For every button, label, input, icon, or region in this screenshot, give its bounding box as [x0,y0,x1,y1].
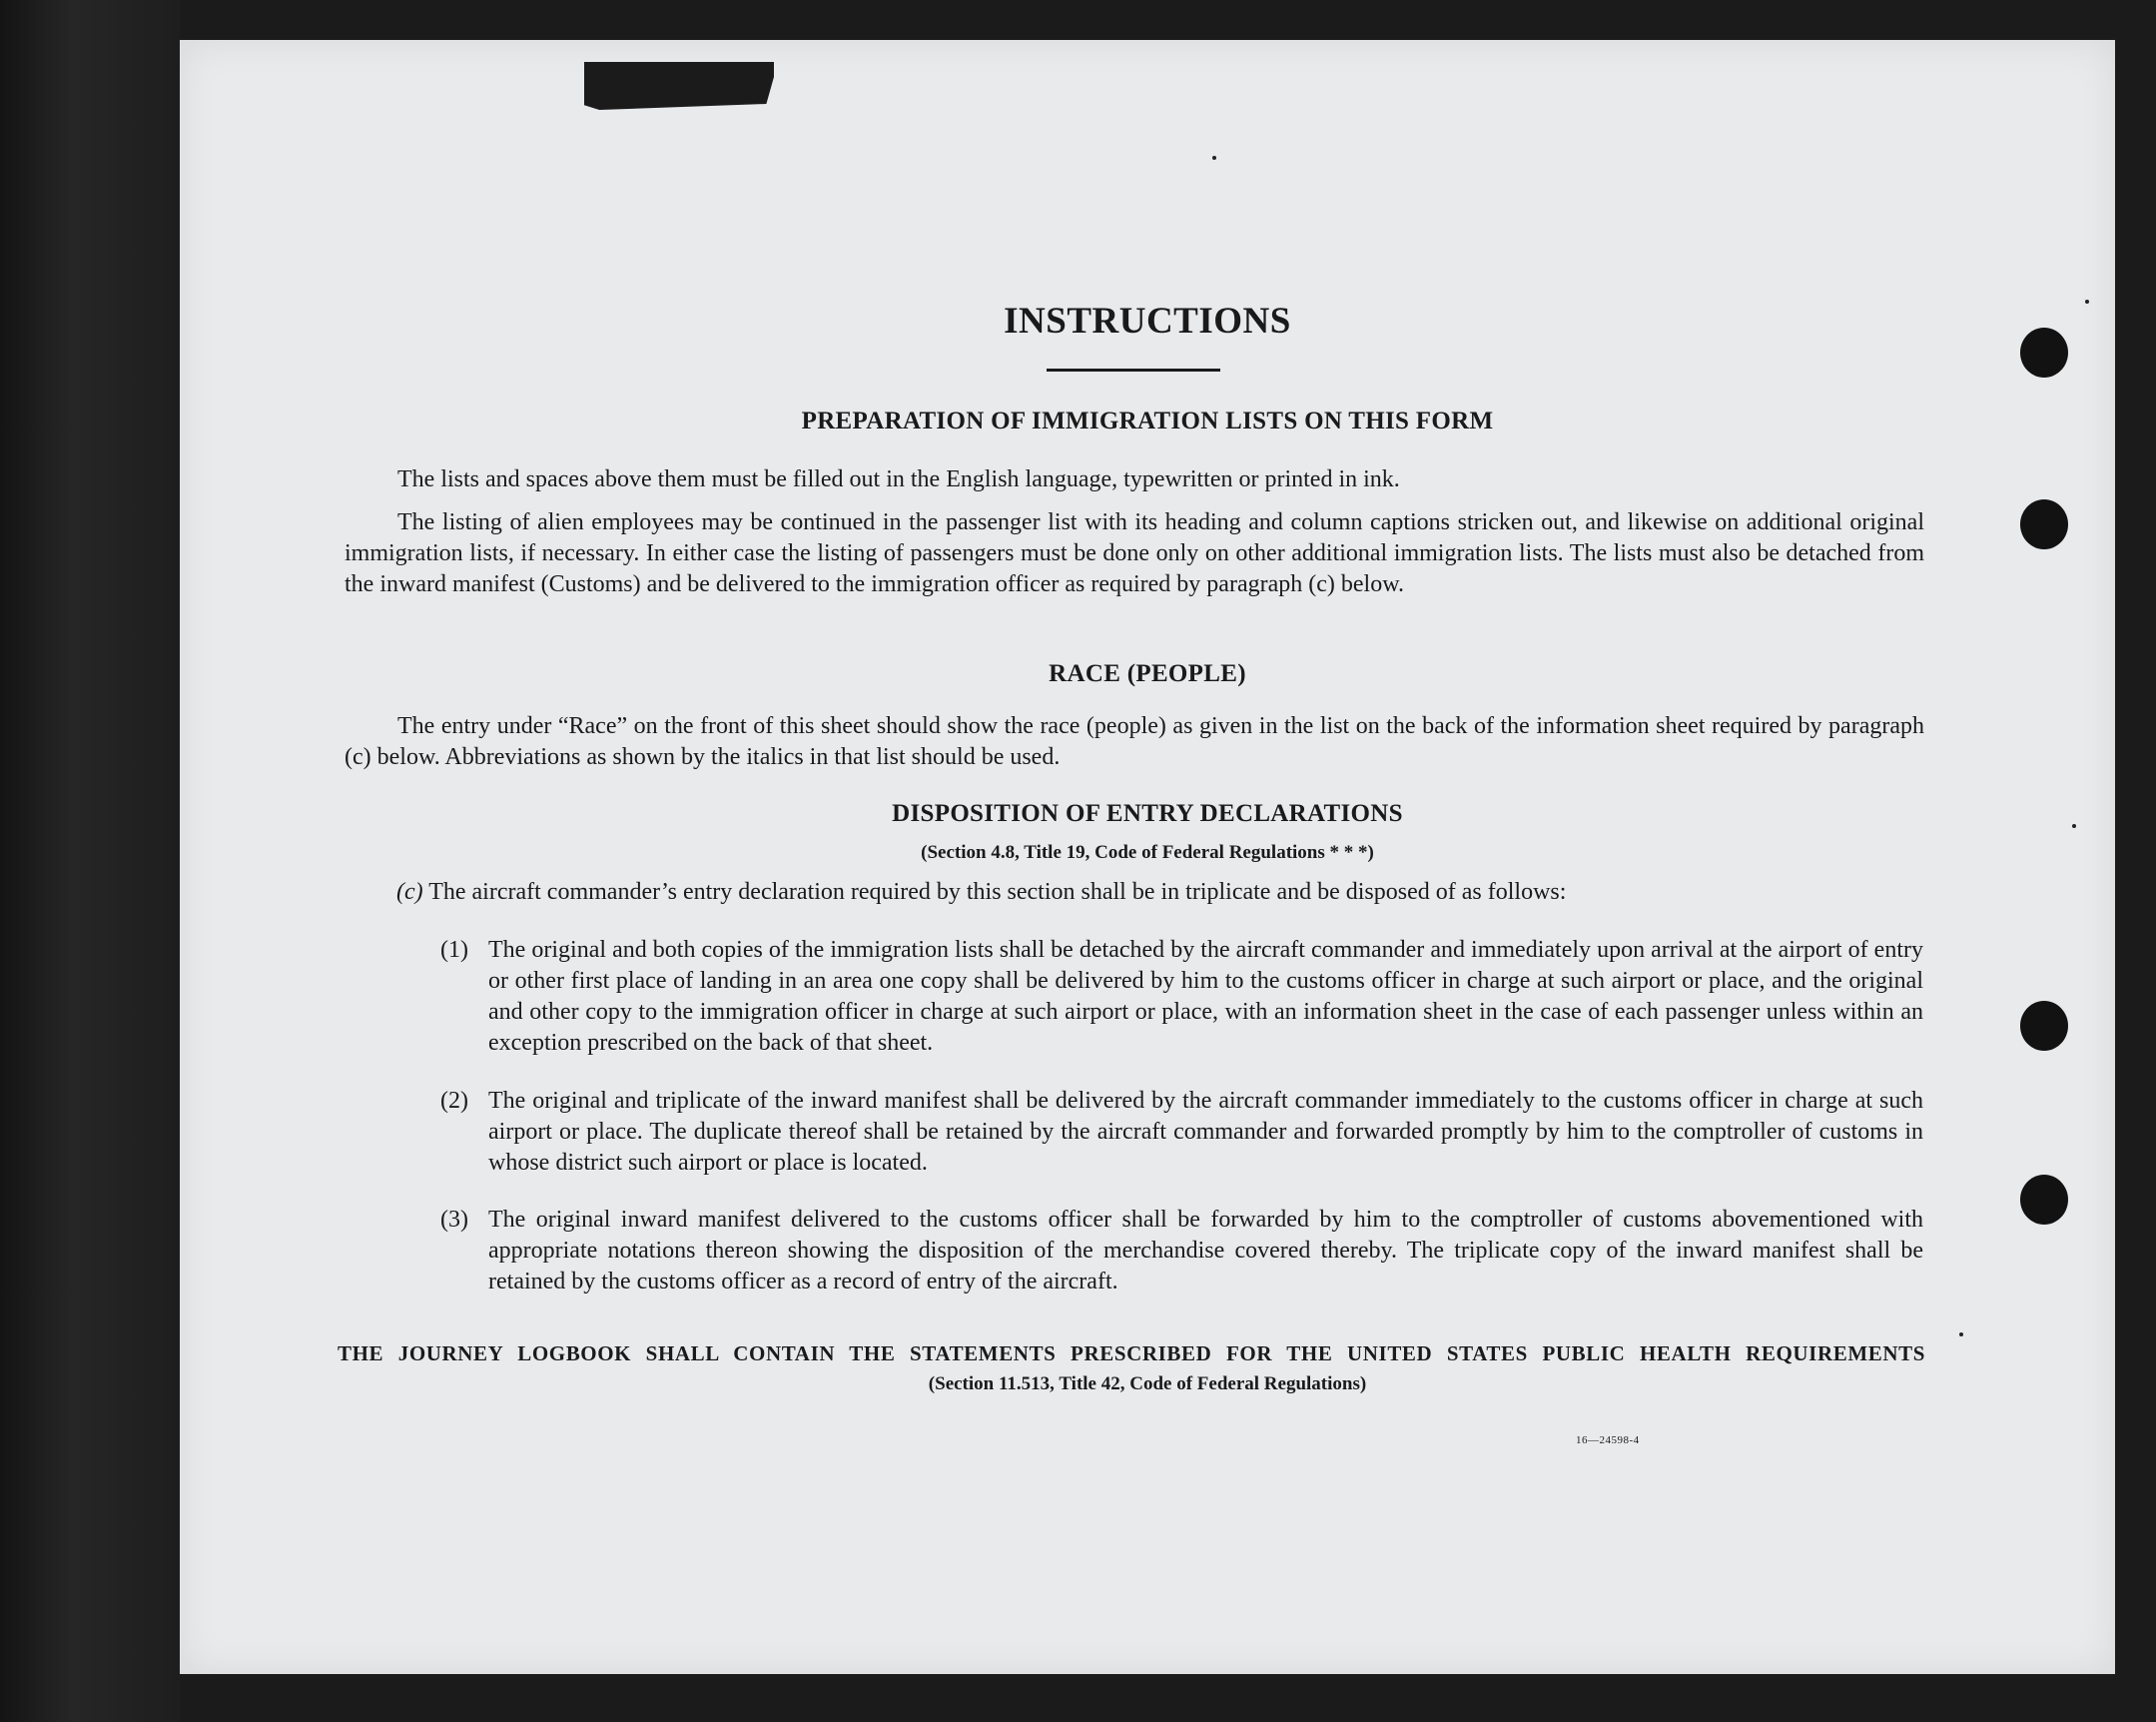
item-number: (1) [440,937,468,963]
race-heading: RACE (PEOPLE) [1049,660,1246,687]
paragraph-label: (c) [396,879,423,905]
punch-hole [2020,1001,2068,1051]
list-item [440,1205,1923,1297]
item-text: The original and both copies of the immigration lists shall be detached by the aircraft commander and immediately upon arrival at the airport of entry or other first place of landing in an area one copy shall be delivered by him to the customs officer in charge at such airport or place, and the original and other copy to the immigration officer in charge at such airport or place, with an information sheet in the case of each passenger unless within an exception prescribed on the back of that sheet. [488,937,1923,1056]
form-number: 16—24598-4 [1576,1434,1640,1446]
public-health-citation: (Section 11.513, Title 42, Code of Federal Regulations) [928,1373,1367,1394]
page-title: INSTRUCTIONS [1004,301,1291,342]
preparation-heading: PREPARATION OF IMMIGRATION LISTS ON THIS FORM [801,408,1494,434]
disposition-intro [396,877,1924,908]
preparation-paragraph-1: The lists and spaces above them must be filled out in the English language, typewritten or printed in ink. [397,466,1400,492]
preparation-paragraph-2: The listing of alien employees may be continued in the passenger list with its heading and column captions stricken out, and likewise on additional original immigration lists, if necessary. In either case the listing of passengers must be done only on other additional immigration lists. The lists must also be detached from the inward manifest (Customs) and be delivered to the immigration officer as required by paragraph (c) below. [345,509,1924,597]
public-health-statement: THE JOURNEY LOGBOOK SHALL CONTAIN THE STATEMENTS PRESCRIBED FOR THE UNITED STATES PUBLIC HEALTH REQUIREMENTS [338,1341,1925,1365]
intro-text: The aircraft commander’s entry declaration required by this section shall be in triplicate and be disposed of as follows: [428,879,1567,905]
list-item [440,1086,1923,1179]
item-text: The original and triplicate of the inward manifest shall be delivered by the aircraft commander immediately to the customs officer in charge at such airport or place. The duplicate thereof shall be retained by the aircraft commander and forwarded promptly by him to the comptroller of customs in whose district such airport or place is located. [488,1088,1923,1176]
punch-hole [2020,1175,2068,1225]
item-text: The original inward manifest delivered to the customs officer shall be forwarded by him to the comptroller of customs abovementioned with appropriate notations thereon showing the disposition of the merchandise covered thereby. The triplicate copy of the inward manifest shall be retained by the customs officer as a record of entry of the aircraft. [488,1207,1923,1294]
item-number: (3) [440,1207,468,1233]
scan-background [0,0,180,1722]
scan-speck [1212,156,1216,160]
scan-speck [1959,1332,1963,1336]
list-item [440,935,1923,1059]
race-paragraph: The entry under “Race” on the front of this sheet should show the race (people) as given in the list on the back of the information sheet required by paragraph (c) below. Abbreviations as shown by the italics in that list should be used. [345,713,1924,770]
title-underline [1047,369,1220,372]
disposition-heading: DISPOSITION OF ENTRY DECLARATIONS [892,800,1403,827]
disposition-citation: (Section 4.8, Title 19, Code of Federal Regulations * * *) [921,842,1374,863]
torn-corner [584,62,774,122]
item-number: (2) [440,1088,468,1114]
punch-hole [2020,499,2068,549]
